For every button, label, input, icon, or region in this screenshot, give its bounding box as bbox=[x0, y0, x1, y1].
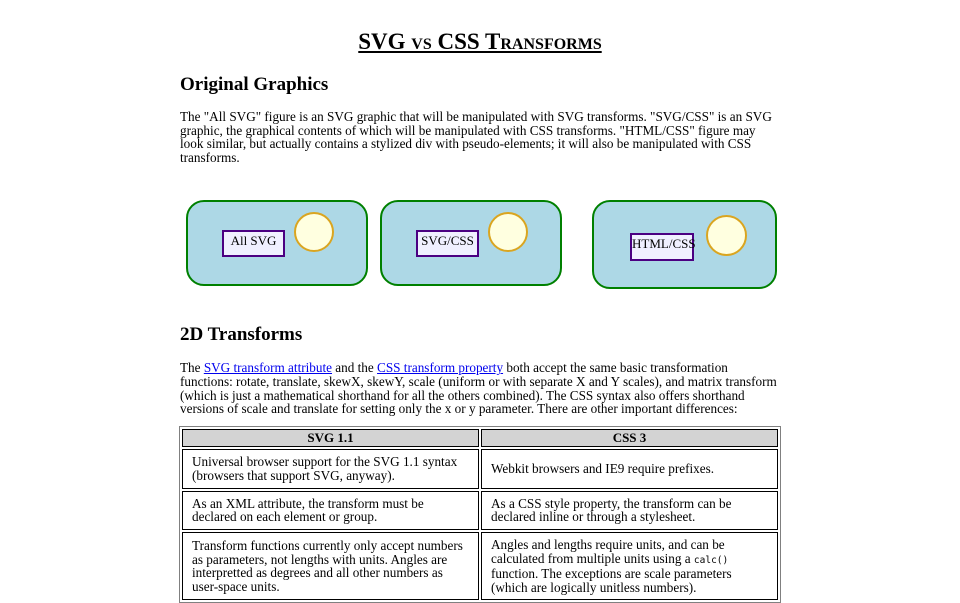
table-cell-css: As a CSS style property, the transform can be declared inline or through a stylesheet. bbox=[481, 491, 778, 530]
table-cell-svg: Universal browser support for the SVG 1.1 syntax (browsers that support SVG, anyway). bbox=[182, 449, 479, 489]
svg-transform-attribute-link[interactable]: SVG transform attribute bbox=[203, 360, 332, 376]
text-run: The bbox=[180, 360, 204, 376]
table-cell-svg: Transform functions currently only accept numbers as parameters, not lengths with units. Angles are interpretted as degrees and all other numbers as user-space units. bbox=[182, 532, 479, 600]
original-figures bbox=[180, 200, 780, 304]
figure-all-svg bbox=[186, 200, 368, 286]
figure-label-svg-css: SVG/CSS bbox=[416, 230, 479, 257]
table-header-row bbox=[182, 429, 778, 447]
page-title: SVG vs CSS Transforms bbox=[358, 29, 602, 54]
figure-circle bbox=[488, 212, 528, 252]
table-row bbox=[182, 491, 778, 530]
text-run: function. The exceptions are scale parameters (which are logically unitless numbers). bbox=[491, 566, 732, 595]
figure-label-all-svg: All SVG bbox=[222, 230, 285, 257]
calc-code: calc() bbox=[693, 554, 729, 566]
heading-original-graphics: Original Graphics bbox=[180, 74, 329, 95]
text-run: and the bbox=[332, 360, 378, 376]
heading-2d-transforms: 2D Transforms bbox=[180, 324, 303, 346]
table-cell-css bbox=[481, 532, 778, 600]
column-header-svg: SVG 1.1 bbox=[182, 429, 479, 447]
figure-html-css bbox=[592, 200, 777, 289]
table-cell-css: Webkit browsers and IE9 require prefixes. bbox=[481, 449, 778, 489]
text-run: both accept the same basic transformation functions: rotate, translate, skewX, skewY, scale (uniform or with separate X and Y scales), and matrix transform (which is just a mathematical shorthand for all the others combined). The CSS syntax also offers shorthand versions of scale and translate for setting only the x or y parameter. There are other important differences: bbox=[180, 360, 777, 417]
figure-circle bbox=[706, 215, 747, 256]
figure-circle bbox=[294, 212, 334, 252]
table-row bbox=[182, 449, 778, 489]
transforms-paragraph bbox=[180, 361, 780, 415]
table-row bbox=[182, 532, 778, 600]
figure-svg-css bbox=[380, 200, 562, 286]
comparison-table bbox=[179, 426, 781, 603]
figure-label-html-css: HTML/CSS bbox=[630, 233, 694, 261]
css-transform-property-link[interactable]: CSS transform property bbox=[377, 360, 504, 376]
table-cell-svg: As an XML attribute, the transform must be declared on each element or group. bbox=[182, 491, 479, 530]
column-header-css: CSS 3 bbox=[481, 429, 778, 447]
text-run: Angles and lengths require units, and can be calculated from multiple units using a bbox=[491, 536, 725, 566]
intro-paragraph: The "All SVG" figure is an SVG graphic that will be manipulated with SVG transforms. "SVG/CSS" is an SVG graphic, the graphical contents of which will be manipulated with CSS transforms. "HTML/CSS" figure may look similar, but actually contains a stylized div with pseudo-elements; it will also be manipulated with CSS transforms. bbox=[180, 109, 772, 165]
page-content bbox=[180, 0, 780, 603]
